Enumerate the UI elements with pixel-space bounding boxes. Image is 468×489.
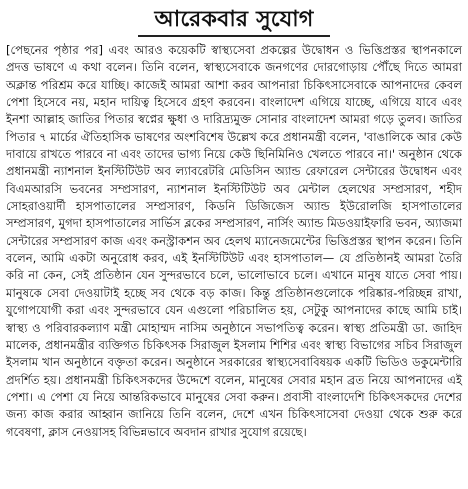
article-headline: আরেকবার সুযোগ bbox=[138, 5, 329, 37]
headline-container bbox=[6, 4, 462, 38]
continued-from-tag: [পেছনের পৃষ্ঠার পর] bbox=[6, 43, 104, 57]
article-body-text: এবং আরও কয়েকটি স্বাস্থ্যসেবা প্রকল্পের উদ্বোধন ও ভিত্তিপ্রস্তর স্থাপনকালে প্রদত্ত ভাষণে এ কথা বলেন। তিনি বলেন, স্বাস্থ্যসেবাকে জনগণের দোরগোড়ায় পৌঁছে দিতে আমরা অক্লান্ত পরিশ্রম করে যাচ্ছি। কাজেই আমরা আশা করব আপনারা চিকিৎসাসেবাকে আপনাদের কেবল পেশা হিসেবে নয়, মহান দায়িত্ব হিসেবে গ্রহণ করবেন। বাংলাদেশ এগিয়ে যাচ্ছে, এগিয়ে যাবে এবং ইনশা আল্লাহ জাতির পিতার স্বপ্নের ক্ষুধা ও দারিদ্র্যমুক্ত সোনার বাংলাদেশ আমরা গড়ে তুলব। জাতির পিতার ৭ মার্চের ঐতিহাসিক ভাষণের অংশবিশেষ উল্লেখ করে প্রধানমন্ত্রী বলেন, 'বাঙালিকে আর কেউ দাবায়ে রাখতে পারবে না এবং তাদের ভাগ্য নিয়ে কেউ ছিনিমিনিও খেলতে পারবে না।' অনুষ্ঠান থেকে প্রধানমন্ত্রী ন্যাশনাল ইনস্টিটিউট অব ল্যাবরেটরি মেডিসিন অ্যান্ড রেফারেল সেন্টারের উদ্বোধন এবং বিএমআরসি ভবনের সম্প্রসারণ, ন্যাশনাল ইনস্টিটিউট অব মেন্টাল হেলথের সম্প্রসারণ, শহীদ সোহরাওয়ার্দী হাসপাতালের সম্প্রসারণ, কিডনি ডিজিজেস অ্যান্ড ইউরোলজি হাসপাতালের সম্প্রসারণ, মুগদা হাসপাতালের সার্ভিস ব্লকের সম্প্রসারণ, নার্সিং অ্যান্ড মিডওয়াইফারি ভবন, অ্যাজমা সেন্টারের সম্প্রসারণ কাজ এবং কনস্ট্রাকশন অব হেলথ ম্যানেজমেন্টের ভিত্তিপ্রস্তর স্থাপন করেন। তিনি বলেন, আমি একটা অনুরোধ করব, এই ইনস্টিটিউট এবং হাসপাতাল— যে প্রতিষ্ঠানই আমরা তৈরি করি না কেন, সেই প্রতিষ্ঠান যেন সুন্দরভাবে চলে, ভালোভাবে চলে। এখানে মানুষ যাতে সেবা পায়। মানুষকে সেবা দেওয়াটাই হচ্ছে সব থেকে বড় কাজ। কিন্তু প্রতিষ্ঠানগুলোকে পরিষ্কার-পরিচ্ছন্ন রাখা, যুগোপযোগী করা এবং সুন্দরভাবে যেন এগুলো পরিচালিত হয়, সেটুকু আপনাদের কাছে আমি চাই। স্বাস্থ্য ও পরিবারকল্যাণ মন্ত্রী মোহাম্মদ নাসিম অনুষ্ঠানে সভাপতিত্ব করেন। স্বাস্থ্য প্রতিমন্ত্রী ডা. জাহিদ মালেক, প্রধানমন্ত্রীর ব্যক্তিগত চিকিৎসক সিরাজুল ইসলাম শিশির এবং স্বাস্থ্য বিভাগের সচিব সিরাজুল ইসলাম খান অনুষ্ঠানে বক্তৃতা করেন। অনুষ্ঠানে সরকারের স্বাস্থ্যসেবাবিষয়ক একটি ভিডিও ডকুমেন্টারি প্রদর্শিত হয়। প্রধানমন্ত্রী চিকিৎসকদের উদ্দেশে বলেন, মানুষের সেবার মহান ব্রত নিয়ে আপনাদের এই পেশা। এ পেশা যে নিয়ে আন্তরিকভাবে মানুষের সেবা করুন। প্রবাসী বাংলাদেশি চিকিৎসকদের দেশের জন্য কাজ করার আহ্বান জানিয়ে তিনি বলেন, দেশে এখন চিকিৎসাসেবা দেওয়া থেকে শুরু করে গবেষণা, ক্লাস নেওয়াসহ বিভিন্নভাবে অবদান রাখার সুযোগ রয়েছে। bbox=[6, 43, 463, 439]
article-body bbox=[6, 42, 462, 441]
